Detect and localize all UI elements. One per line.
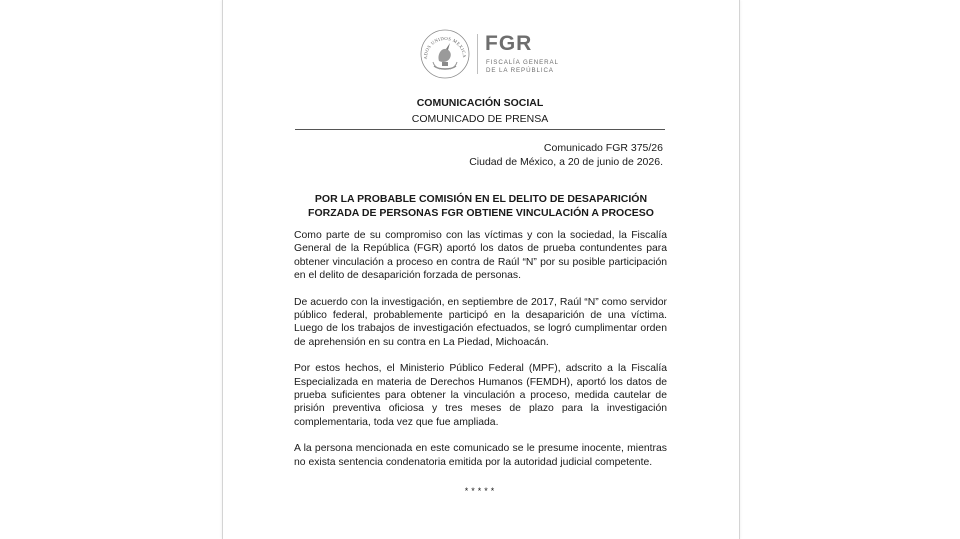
paragraph: Por estos hechos, el Ministerio Público Federal (MPF), adscrito a la Fiscalía Especializada en materia de Derechos Humanos (FEMDH), aportó los datos de prueba suficientes para obtener la vinculación a proceso, medida cautelar de prisión preventiva oficiosa y tres meses de plazo para la investigación complementaria, toda vez que fue ampliada. bbox=[294, 363, 667, 428]
paragraph: A la persona mencionada en este comunicado se le presume inocente, mientras no exista sentencia condenatoria emitida por la autoridad judicial competente. bbox=[294, 443, 667, 468]
press-release-page bbox=[222, 0, 740, 539]
office-subtitle: COMUNICADO DE PRENSA bbox=[411, 113, 549, 125]
svg-text:ESTADOS UNIDOS MEXICANOS: ADOS UNIDOS MEXICA bbox=[422, 35, 468, 60]
headline bbox=[283, 192, 679, 220]
headline-line2: FORZADA DE PERSONAS FGR OBTIENE VINCULACIÓN A PROCESO bbox=[308, 207, 654, 219]
closing-asterisks: ***** bbox=[464, 486, 498, 496]
fgr-logo-name-line1: FISCALÍA GENERAL bbox=[486, 59, 559, 66]
office-heading bbox=[295, 93, 665, 130]
release-meta bbox=[469, 141, 663, 169]
header-logos bbox=[419, 26, 589, 82]
mexican-coat-of-arms-seal bbox=[419, 28, 471, 80]
fgr-logo-acronym: FGR bbox=[485, 32, 533, 55]
body-text bbox=[294, 229, 667, 482]
fgr-logo-name-line2: DE LA REPÚBLICA bbox=[486, 67, 554, 74]
paragraph: Como parte de su compromiso con las víctimas y con la sociedad, la Fiscalía General de la República (FGR) aportó los datos de prueba contundentes para obtener vinculación a proceso en contra de Raúl “N” por su posible participación en el delito de desaparición forzada de personas. bbox=[294, 230, 667, 282]
headline-line1: POR LA PROBABLE COMISIÓN EN EL DELITO DE DESAPARICIÓN bbox=[314, 193, 648, 205]
logo-divider bbox=[477, 34, 478, 74]
release-number: Comunicado FGR 375/26 bbox=[543, 142, 663, 154]
office-title: COMUNICACIÓN SOCIAL bbox=[416, 97, 544, 109]
release-place-date: Ciudad de México, a 20 de junio de 2026. bbox=[469, 156, 663, 168]
paragraph: De acuerdo con la investigación, en septiembre de 2017, Raúl “N” como servidor público federal, probablemente participó en la desaparición de una víctima. Luego de los trabajos de investigación efectuados, se logró cumplimentar orden de aprehensión en su contra en La Piedad, Michoacán. bbox=[294, 296, 667, 348]
